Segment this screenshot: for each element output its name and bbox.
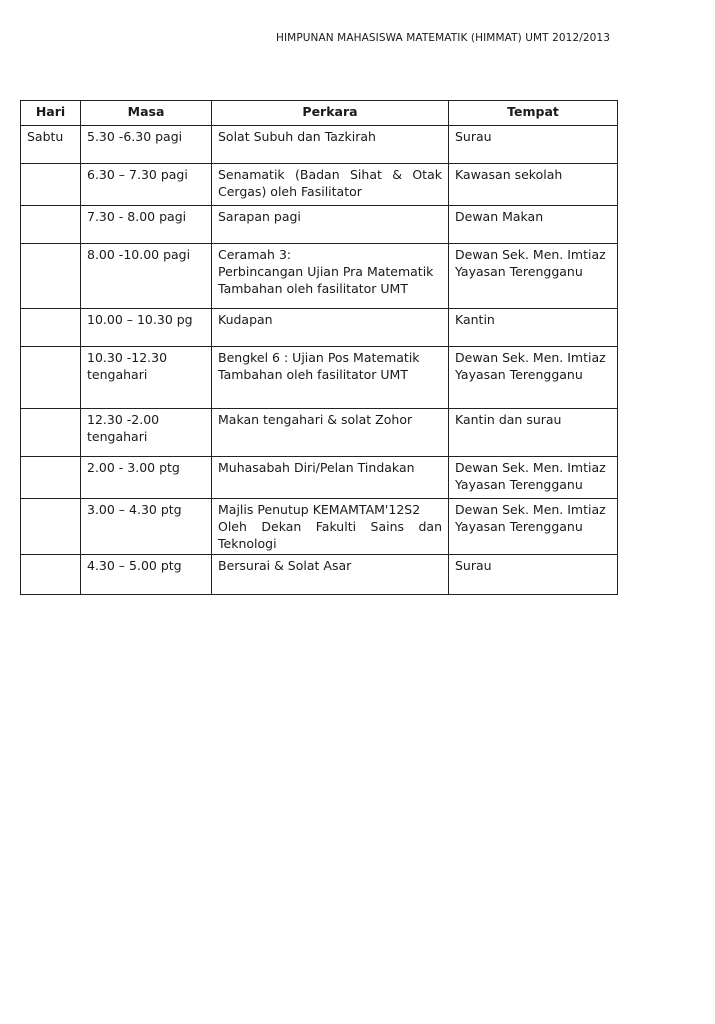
perkara-cell: Kudapan [212,309,449,347]
tempat-cell: Dewan Sek. Men. Imtiaz Yayasan Terengganu [449,457,618,499]
perkara-cell: Muhasabah Diri/Pelan Tindakan [212,457,449,499]
tempat-cell: Kantin [449,309,618,347]
table-row [21,164,618,206]
table-row [21,126,618,164]
tempat-cell: Dewan Makan [449,206,618,244]
hari-cell [21,555,81,595]
hari-cell [21,309,81,347]
table-row [21,457,618,499]
table-row [21,499,618,555]
hari-cell [21,409,81,457]
table-row [21,347,618,409]
tempat-cell: Kawasan sekolah [449,164,618,206]
perkara-cell: Ceramah 3: Perbincangan Ujian Pra Matematik Tambahan oleh fasilitator UMT [212,244,449,309]
table-header-row [21,101,618,126]
perkara-cell: Senamatik (Badan Sihat & Otak Cergas) oleh Fasilitator [212,164,449,206]
table-row [21,555,618,595]
masa-cell: 10.00 – 10.30 pg [81,309,212,347]
masa-cell: 6.30 – 7.30 pagi [81,164,212,206]
masa-cell: 2.00 - 3.00 ptg [81,457,212,499]
hari-cell [21,206,81,244]
table-row [21,206,618,244]
column-header-hari: Hari [21,101,81,126]
column-header-masa: Masa [81,101,212,126]
perkara-cell: Sarapan pagi [212,206,449,244]
hari-cell [21,164,81,206]
tempat-cell: Dewan Sek. Men. Imtiaz Yayasan Terengganu [449,499,618,555]
perkara-cell: Bengkel 6 : Ujian Pos Matematik Tambahan oleh fasilitator UMT [212,347,449,409]
tempat-cell: Surau [449,126,618,164]
hari-cell [21,457,81,499]
table-row [21,244,618,309]
hari-cell: Sabtu [21,126,81,164]
masa-cell: 3.00 – 4.30 ptg [81,499,212,555]
tempat-cell: Surau [449,555,618,595]
table-row [21,409,618,457]
hari-cell [21,347,81,409]
page-header: HIMPUNAN MAHASISWA MATEMATIK (HIMMAT) UMT 2012/2013 [275,32,610,44]
hari-cell [21,499,81,555]
perkara-cell: Solat Subuh dan Tazkirah [212,126,449,164]
perkara-cell: Majlis Penutup KEMAMTAM'12S2 Oleh Dekan Fakulti Sains dan Teknologi [212,499,449,555]
tempat-cell: Dewan Sek. Men. Imtiaz Yayasan Terengganu [449,244,618,309]
masa-cell: 8.00 -10.00 pagi [81,244,212,309]
hari-cell [21,244,81,309]
tempat-cell: Dewan Sek. Men. Imtiaz Yayasan Terengganu [449,347,618,409]
tempat-cell: Kantin dan surau [449,409,618,457]
masa-cell: 4.30 – 5.00 ptg [81,555,212,595]
schedule-table [20,100,618,595]
perkara-cell: Makan tengahari & solat Zohor [212,409,449,457]
column-header-tempat: Tempat [449,101,618,126]
table-row [21,309,618,347]
perkara-cell: Bersurai & Solat Asar [212,555,449,595]
column-header-perkara: Perkara [212,101,449,126]
masa-cell: 10.30 -12.30 tengahari [81,347,212,409]
masa-cell: 7.30 - 8.00 pagi [81,206,212,244]
masa-cell: 12.30 -2.00 tengahari [81,409,212,457]
masa-cell: 5.30 -6.30 pagi [81,126,212,164]
